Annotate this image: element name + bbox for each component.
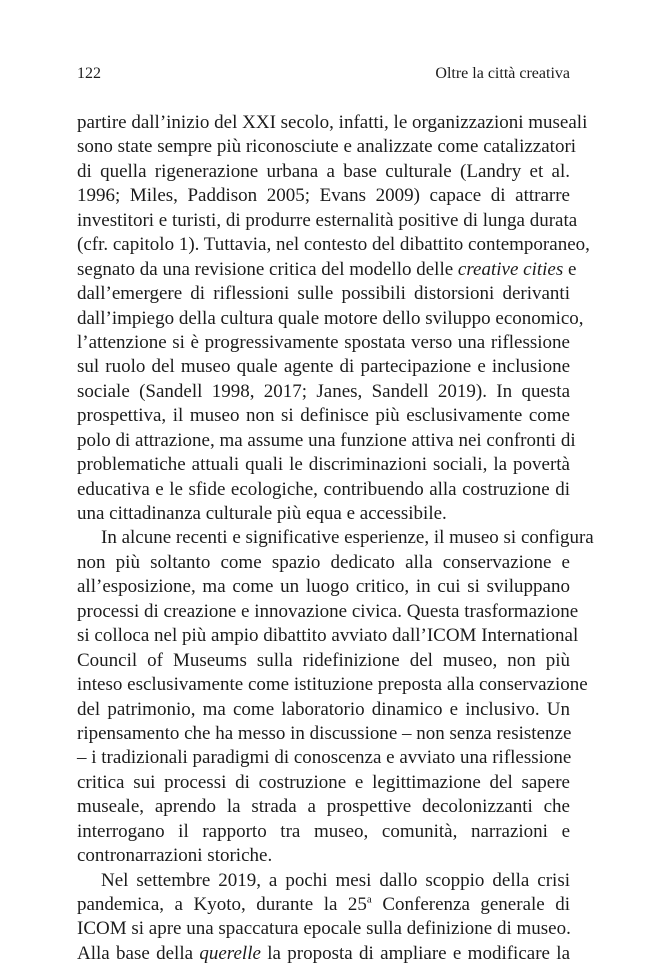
text-segment: ICOM si apre una spaccatura epocale sulla definizione di museo. [77,918,571,940]
text-line [77,160,570,184]
text-segment: Alla base della [77,942,200,964]
running-head [77,62,570,86]
text-line [77,869,570,893]
text-line [77,453,570,477]
text-segment: l’attenzione si è progressivamente spostata verso una riflessione [77,331,570,353]
text-segment: Conferenza generale di [371,894,570,915]
text-line [77,478,570,502]
text-line [77,673,588,697]
text-line [77,917,570,941]
text-line [77,307,584,331]
text-segment: si colloca nel più ampio dibattito avviato dall’ICOM International [77,625,579,647]
text-segment: processi di creazione e innovazione civica. Questa trasformazione [77,600,579,622]
text-line [77,771,570,795]
text-segment: sono state sempre più riconosciute e analizzate come catalizzatori [77,136,577,158]
text-line [77,624,579,648]
text-segment: sul ruolo del museo quale agente di partecipazione e inclusione [77,356,570,378]
text-segment: dall’impiego della cultura quale motore dello sviluppo economico, [77,307,584,329]
text-line [77,404,570,428]
text-segment: sociale (Sandell 1998, 2017; Janes, Sandell 2019). In questa [77,380,570,402]
text-line [77,698,570,722]
text-segment: pandemica, a Kyoto, durante la 25 [77,894,367,915]
text-line [77,502,570,526]
text-segment: segnato da una revisione critica del modello delle [77,258,458,280]
text-line [77,844,570,868]
text-line [77,575,570,599]
text-line [77,111,588,135]
text-segment: critica sui processi di costruzione e legittimazione del sapere [77,771,570,793]
text-segment: museale, aprendo la strada a prospettive decolonizzanti che [77,796,570,818]
text-segment: investitori e turisti, di produrre esternalità positive di lunga durata [77,209,578,231]
text-line [77,355,570,379]
text-segment: prospettiva, il museo non si definisce più esclusivamente come [77,405,570,427]
text-line [77,746,570,770]
text-segment: dall’emergere di riflessioni sulle possibili distorsioni derivanti [77,283,570,305]
text-segment: educativa e le sfide ecologiche, contribuendo alla costruzione di [77,478,570,500]
page-number: 122 [77,65,101,82]
text-segment: la proposta di ampliare e modificare la [260,942,570,964]
text-segment: una cittadinanza culturale più equa e accessibile. [77,503,447,524]
text-line [77,600,579,624]
text-segment: Nel settembre 2019, a pochi mesi dallo scoppio della crisi [101,869,570,891]
text-line [77,282,570,306]
text-line [77,820,570,844]
text-segment: – i tradizionali paradigmi di conoscenza e avviato una riflessione [77,747,572,769]
text-segment: non più soltanto come spazio dedicato alla conservazione e [77,551,570,573]
text-segment: (cfr. capitolo 1). Tuttavia, nel contesto del dibattito contemporaneo, [77,234,590,256]
text-line [77,209,578,233]
body-text [77,111,594,966]
text-segment: ripensamento che ha messo in discussione – non senza resistenze [77,722,572,744]
text-line [77,795,570,819]
text-line [77,135,577,159]
text-segment: 1996; Miles, Paddison 2005; Evans 2009) capace di attrarre [77,185,570,207]
text-segment: partire dall’inizio del XXI secolo, infatti, le organizzazioni museali [77,112,588,133]
text-line [77,429,576,453]
italic-text: creative cities [457,258,564,280]
text-segment: del patrimonio, ma come laboratorio dinamico e inclusivo. Un [77,698,570,720]
text-line [77,233,590,257]
text-line [77,526,594,550]
italic-text: querelle [199,942,261,964]
text-line [77,380,570,404]
text-line [77,893,570,917]
text-segment: polo di attrazione, ma assume una funzione attiva nei confronti di [77,429,576,451]
text-segment: problematiche attuali quali le discriminazioni sociali, la povertà [77,454,570,476]
superscript: a [366,893,372,906]
text-segment: interrogano il rapporto tra museo, comunità, narrazioni e [77,820,570,842]
text-line [77,942,570,966]
text-segment: Council of Museums sulla ridefinizione del museo, non più [77,649,570,671]
text-line [77,258,577,282]
chapter-title: Oltre la città creativa [435,65,570,82]
text-line [77,722,570,746]
text-line [77,551,570,575]
text-line [77,331,570,355]
text-line [77,649,570,673]
text-line [77,184,570,208]
text-segment: di quella rigenerazione urbana a base culturale (Landry et al. [77,160,570,182]
text-segment: In alcune recenti e significative esperienze, il museo si configura [101,527,594,549]
text-segment: e [563,258,577,280]
text-segment: all’esposizione, ma come un luogo critico, in cui si sviluppano [77,576,570,598]
text-segment: contronarrazioni storiche. [77,845,273,867]
text-segment: inteso esclusivamente come istituzione preposta alla conservazione [77,674,588,696]
